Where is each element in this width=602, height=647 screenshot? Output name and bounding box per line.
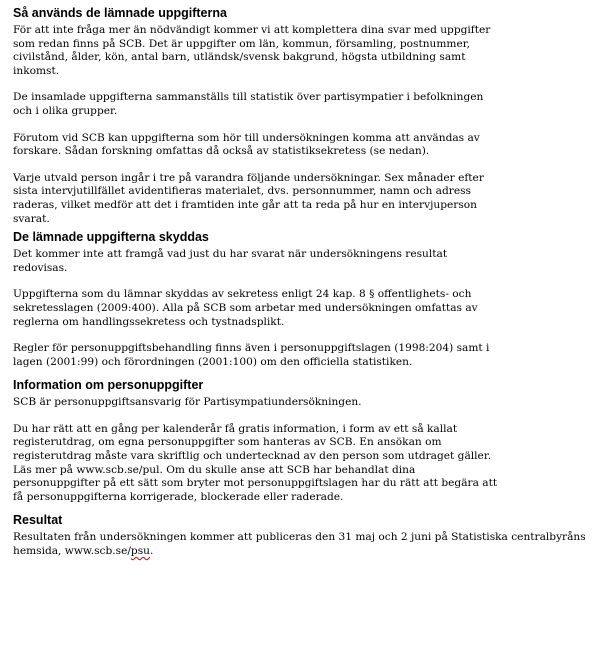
paragraph: Varje utvald person ingår i tre på varandra följande undersökningar. Sex månader efter sista intervjutillfället avidentifieras materialet, dvs. personnummer, namn och adress raderas, vilket medför att det i framtiden inte går att ta reda på hur en intervjuperson svarat. xyxy=(13,171,484,225)
paragraph: De insamlade uppgifterna sammanställs till statistik över partisympatier i befolkningen och i olika grupper. xyxy=(13,91,484,117)
paragraph: Uppgifterna som du lämnar skyddas av sekretess enligt 24 kap. 8 § offentlighets- och sekretesslagen (2009:400). Alla på SCB som arbetar med undersökningen omfattas av reglerna om handlingssekretess och tystnadsplikt. xyxy=(13,288,478,328)
section-heading-protection: De lämnade uppgifterna skyddas xyxy=(13,230,209,245)
paragraph: Resultaten från undersökningen kommer att publiceras den 31 maj och 2 juni på Statistiska centralbyråns hemsida, www.scb.se/psu. xyxy=(13,531,586,558)
paragraph: Förutom vid SCB kan uppgifterna som hör till undersökningen komma att användas av forskare. Sådan forskning omfattas då också av statistiksekretess (se nedan). xyxy=(13,131,480,158)
section-heading-personal-data: Information om personuppgifter xyxy=(13,378,204,393)
document-page xyxy=(13,2,593,559)
paragraph: Regler för personuppgiftsbehandling finns även i personuppgiftslagen (1998:204) samt i lagen (2001:99) och förordningen (2001:100) om den officiella statistiken. xyxy=(13,342,490,368)
paragraph: För att inte fråga mer än nödvändigt kommer vi att komplettera dina svar med uppgifter som redan finns på SCB. Det är uppgifter om län, kommun, församling, postnummer, civilstånd, ålder, kön, antal barn, utländsk/svensk bakgrund, högsta utbildning samt inkomst. xyxy=(13,24,491,77)
paragraph: SCB är personuppgiftsansvarig för Partisympatiundersökningen. xyxy=(13,396,362,409)
paragraph: Det kommer inte att framgå vad just du har svarat när undersökningens resultat redovisas. xyxy=(13,248,448,274)
paragraph: Du har rätt att en gång per kalenderår få gratis information, i form av ett så kallat registerutdrag, om egna personuppgifter som hanteras av SCB. En ansökan om registerutdrag måste vara skriftlig och undertecknad av den person som utdraget gäller. Läs mer på www.scb.se/pul. Om du skulle anse att SCB har behandlat dina personuppgifter på ett sätt som bryter mot personuppgiftslagen har du rätt att begära att få personuppgifterna korrigerade, blockerade eller raderade. xyxy=(13,422,498,503)
section-heading-usage: Så används de lämnade uppgifterna xyxy=(13,6,227,20)
section-heading-results: Resultat xyxy=(13,513,63,528)
spellcheck-underlined-word: psu xyxy=(130,545,150,558)
